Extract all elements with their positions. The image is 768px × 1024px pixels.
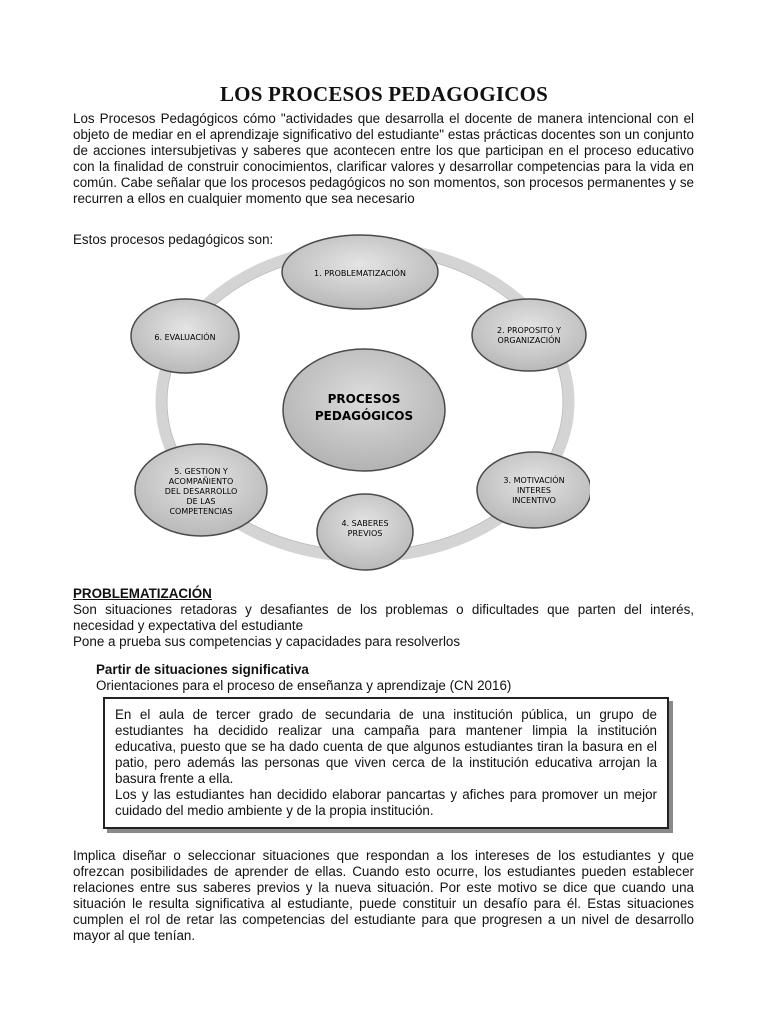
node-5-label-line-5: COMPETENCIAS (169, 507, 233, 516)
center-node-label-line-2: PEDAGÓGICOS (314, 409, 414, 423)
node-3-label-line-1: 3. MOTIVACIÓN (503, 476, 565, 485)
case-paragraph-1: En el aula de tercer grado de secundaria de una institución pública, un grupo de estudiantes ha decidido realizar una campaña para mantener limpia la institución educativa, puesto que se ha dado cuenta de que algunos estudiantes tiran la basura en el patio, pero además las personas que viven cerca de la institución educativa arrojan la basura frente a ella. (115, 707, 657, 786)
process-node-problematizacion (282, 235, 438, 309)
node-4-label-line-1: 4. SABERES (341, 519, 389, 528)
diagram-lead-text: Estos procesos pedagógicos son: (73, 232, 274, 247)
example-case-box (103, 697, 669, 829)
node-5-label-line-2: ACOMPAÑIENTO (168, 477, 234, 486)
node-5-label-line-4: DE LAS (186, 497, 216, 506)
node-2-label-line-2: ORGANIZACIÓN (497, 336, 561, 345)
center-node (283, 349, 445, 471)
process-node-motivacion (477, 452, 590, 528)
process-node-proposito (472, 299, 586, 371)
process-node-evaluacion (131, 299, 239, 373)
node-6-label: 6. EVALUACIÓN (154, 333, 216, 342)
section-heading-problematizacion: PROBLEMATIZACIÓN (73, 586, 212, 601)
node-4-label-line-2: PREVIOS (347, 529, 383, 538)
process-cycle-diagram (120, 232, 590, 584)
node-2-label-line-1: 2. PROPOSITO Y (496, 326, 562, 335)
intro-paragraph: Los Procesos Pedagógicos cómo "actividades que desarrolla el docente de manera intencional con el objeto de mediar en el aprendizaje significativo del estudiante" estas prácticas docentes son un conjunto de acciones intersubjetivas y saberes que acontecen entre los que participan en el proceso educativo con la finalidad de construir conocimientos, clarificar valores y desarrollar competencias para la vida en común. Cabe señalar que los procesos pedagógicos no son momentos, son procesos permanentes y se recurren a ellos en cualquier momento que sea necesario (73, 111, 694, 206)
process-node-gestion (135, 444, 267, 536)
page-title: LOS PROCESOS PEDAGOGICOS (219, 82, 549, 107)
center-node-label-line-1: PROCESOS (327, 392, 401, 406)
section-body-line-2: Pone a prueba sus competencias y capacidades para resolverlos (73, 634, 461, 649)
subsection-heading: Partir de situaciones significativa (96, 662, 309, 677)
node-1-label: 1. PROBLEMATIZACIÓN (314, 269, 406, 278)
node-5-label-line-1: 5. GESTION Y (174, 467, 228, 476)
node-3-label-line-2: INTERES (517, 486, 551, 495)
case-paragraph-2: Los y las estudiantes han decidido elaborar pancartas y afiches para promover un mejor cuidado del medio ambiente y de la propia institución. (115, 787, 657, 818)
node-3-label-line-3: INCENTIVO (512, 496, 556, 505)
section-body-line-1: Son situaciones retadoras y desafiantes de los problemas o dificultades que parten del interés, necesidad y expectativa del estudiante (73, 602, 694, 633)
subsection-caption: Orientaciones para el proceso de enseñanza y aprendizaje (CN 2016) (96, 678, 512, 693)
process-node-saberes-previos (317, 494, 413, 570)
node-5-label-line-3: DEL DESARROLLO (164, 487, 238, 496)
section-body (73, 602, 694, 650)
closing-paragraph: Implica diseñar o seleccionar situaciones que respondan a los intereses de los estudiantes y que ofrezcan posibilidades de aprender de ellas. Cuando esto ocurre, los estudiantes pueden establecer relaciones entre sus saberes previos y la nueva situación. Por este motivo se dice que cuando una situación le resulta significativa al estudiante, puede constituir un desafío para él. Estas situaciones cumplen el rol de retar las competencias del estudiante para que progresen a un nivel de desarrollo mayor al que tenían. (73, 848, 694, 943)
